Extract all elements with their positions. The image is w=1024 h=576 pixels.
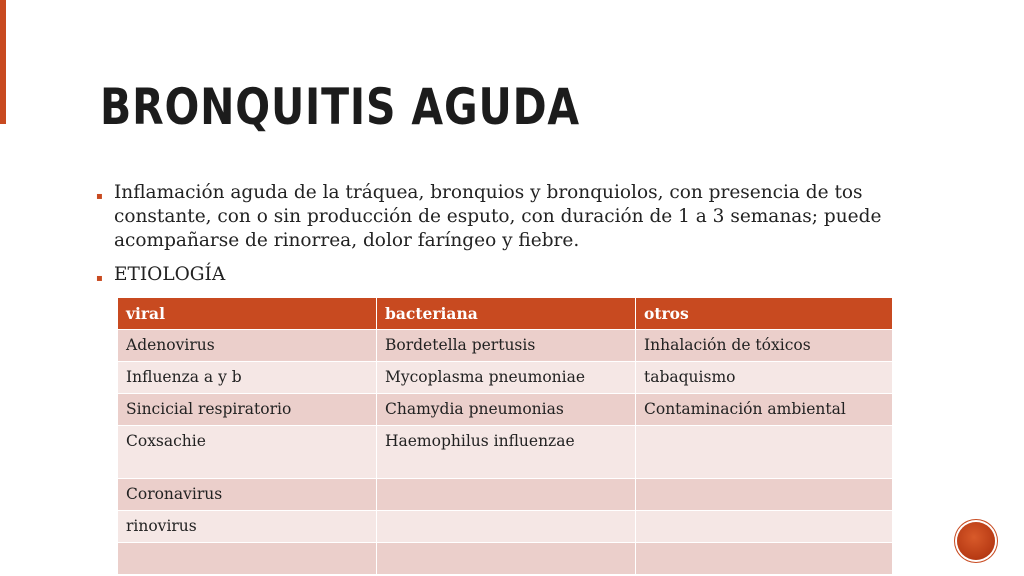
table-cell: Coxsachie (118, 426, 377, 479)
bullet-item (96, 181, 926, 253)
table-cell (118, 543, 377, 575)
table-cell: Adenovirus (118, 330, 377, 362)
table-row (118, 543, 893, 575)
table-row (118, 426, 893, 479)
table-cell (636, 543, 893, 575)
table-cell: Coronavirus (118, 479, 377, 511)
bullet-square-icon: ▪ (96, 273, 103, 284)
bullet-text-etiologia: ETIOLOGÍA (114, 264, 226, 285)
logo-circle-icon (957, 522, 995, 560)
table-cell: Haemophilus influenzae (377, 426, 636, 479)
table-row (118, 330, 893, 362)
slide-title: BRONQUITIS AGUDA (100, 78, 580, 136)
table-cell: Chamydia pneumonias (377, 394, 636, 426)
table-header-row (118, 298, 893, 330)
accent-bar (0, 0, 6, 124)
header-otros: otros (636, 298, 893, 330)
bullet-item (96, 263, 926, 291)
table-cell: rinovirus (118, 511, 377, 543)
table-cell (636, 511, 893, 543)
bullet-square-icon: ▪ (96, 191, 103, 202)
table-cell: Influenza a y b (118, 362, 377, 394)
table-cell (377, 479, 636, 511)
table-cell: Mycoplasma pneumoniae (377, 362, 636, 394)
table-row (118, 394, 893, 426)
etiology-table (117, 297, 893, 575)
table-row (118, 511, 893, 543)
table-cell (636, 426, 893, 479)
table-cell (636, 479, 893, 511)
table-cell: Sincicial respiratorio (118, 394, 377, 426)
table-cell (377, 511, 636, 543)
table-cell: tabaquismo (636, 362, 893, 394)
header-bacteriana: bacteriana (377, 298, 636, 330)
bullet-text-definition: Inflamación aguda de la tráquea, bronquios y bronquiolos, con presencia de tos constante, con o sin producción de esputo, con duración de 1 a 3 semanas; puede acompañarse de rinorrea, dolor faríngeo y fiebre. (114, 182, 882, 251)
table-row (118, 362, 893, 394)
table-cell: Contaminación ambiental (636, 394, 893, 426)
table-cell (377, 543, 636, 575)
header-viral: viral (118, 298, 377, 330)
table-cell: Bordetella pertusis (377, 330, 636, 362)
table-row (118, 479, 893, 511)
table-cell: Inhalación de tóxicos (636, 330, 893, 362)
bullet-list (96, 181, 926, 301)
